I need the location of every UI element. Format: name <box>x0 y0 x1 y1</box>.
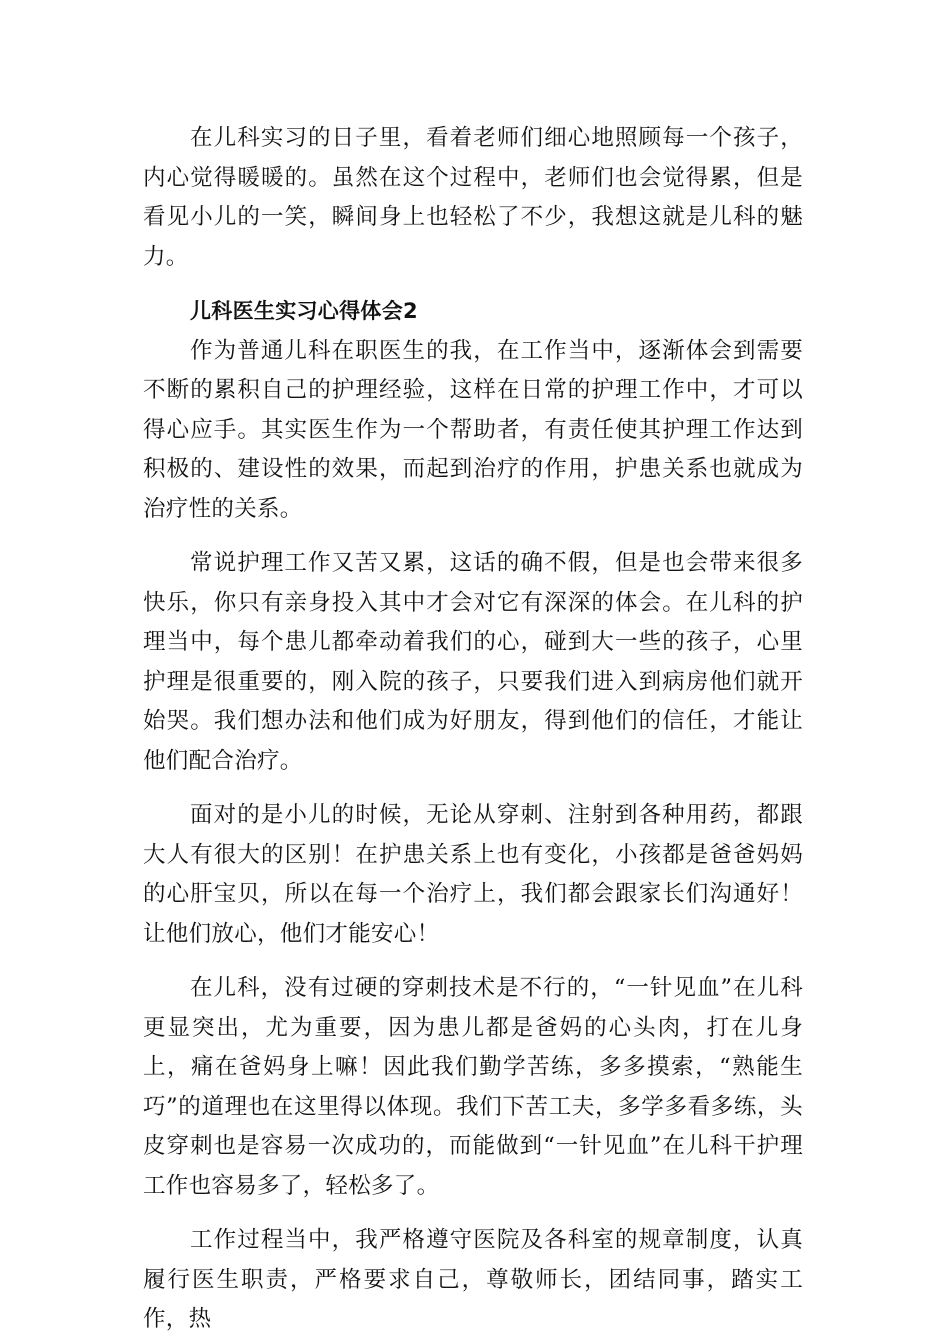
paragraph-child-care: 面对的是小儿的时候，无论从穿刺、注射到各种用药，都跟大人有很大的区别！在护患关系上也有变化，小孩都是爸爸妈妈的心肝宝贝，所以在每一个治疗上，我们都会跟家长们沟通好！让他们放心，他们才能安心！ <box>143 802 803 947</box>
paragraph-gap <box>143 1206 803 1221</box>
paragraph-nursing-joy: 常说护理工作又苦又累，这话的确不假，但是也会带来很多快乐，你只有亲身投入其中才会对它有深深的体会。在儿科的护理当中，每个患儿都牵动着我们的心，碰到大一些的孩子，心里护理是很重要的，刚入院的孩子，只要我们进入到病房他们就开始哭。我们想办法和他们成为好朋友，得到他们的信任，才能让他们配合治疗。 <box>143 550 803 774</box>
document-body <box>143 119 803 1340</box>
paragraph-gap <box>143 529 803 544</box>
paragraph-gap <box>143 954 803 969</box>
paragraph-work-experience: 作为普通儿科在职医生的我，在工作当中，逐渐体会到需要不断的累积自己的护理经验，这样在日常的护理工作中，才可以得心应手。其实医生作为一个帮助者，有责任使其护理工作达到积极的、建设性的效果，而起到治疗的作用，护患关系也就成为治疗性的关系。 <box>143 337 803 522</box>
paragraph-work-discipline: 工作过程当中，我严格遵守医院及各科室的规章制度，认真履行医生职责，严格要求自己，尊敬师长，团结同事，踏实工作，热 <box>143 1227 803 1332</box>
paragraph-gap <box>143 781 803 796</box>
paragraph-puncture-skill: 在儿科，没有过硬的穿刺技术是不行的，“一针见血”在儿科更显突出，尤为重要，因为患儿都是爸妈的心头肉，打在儿身上，痛在爸妈身上嘛！因此我们勤学苦练，多多摸索，“熟能生巧”的道理也在这里得以体现。我们下苦工夫，多学多看多练，头皮穿刺也是容易一次成功的，而能做到“一针见血”在儿科干护理工作也容易多了，轻松多了。 <box>143 975 803 1199</box>
section-heading: 儿科医生实习心得体会2 <box>190 299 418 323</box>
paragraph-gap <box>143 277 803 292</box>
paragraph-internship-reflection: 在儿科实习的日子里，看着老师们细心地照顾每一个孩子，内心觉得暖暖的。虽然在这个过程中，老师们也会觉得累，但是看见小儿的一笑，瞬间身上也轻松了不少，我想这就是儿科的魅力。 <box>143 125 803 270</box>
